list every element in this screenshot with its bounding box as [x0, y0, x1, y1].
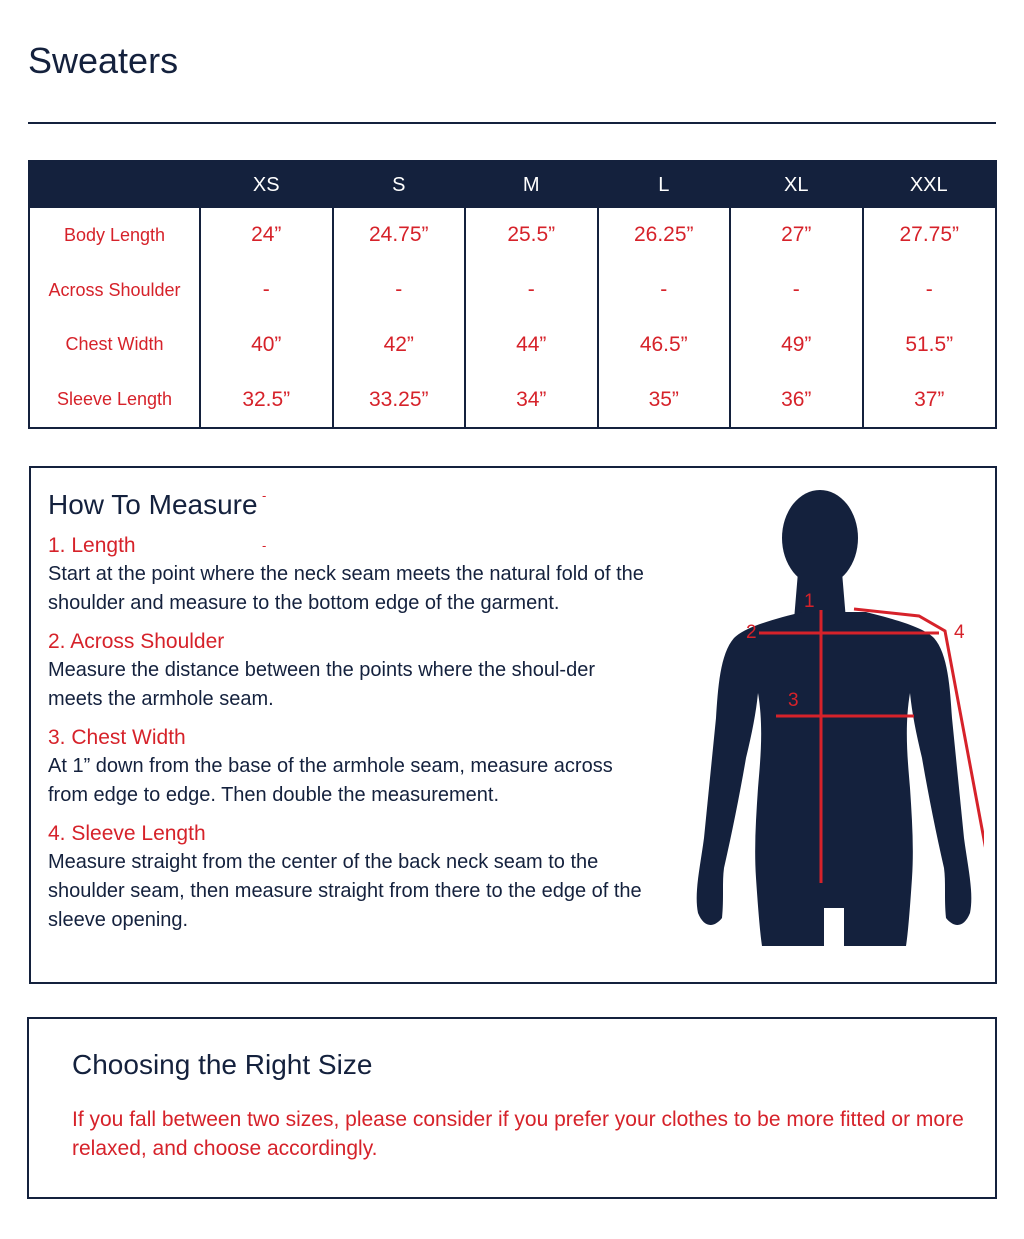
- body-measurement-figure: [694, 488, 984, 948]
- stray-dash-mark: -: [262, 488, 267, 503]
- step-title: 2. Across Shoulder: [48, 630, 225, 653]
- label-4: 4: [954, 622, 965, 643]
- size-header-xl: XL: [730, 162, 863, 208]
- table-cell: 25.5”: [465, 208, 598, 263]
- table-cell: 24.75”: [333, 208, 466, 263]
- table-cell: 51.5”: [863, 318, 996, 373]
- measure-step-across-shoulder: [48, 627, 648, 714]
- choosing-size-panel: [27, 1017, 997, 1199]
- choosing-size-heading: Choosing the Right Size: [72, 1049, 373, 1080]
- table-row: [30, 318, 995, 373]
- measure-step-sleeve-length: [48, 819, 648, 935]
- row-label-sleeve-length: Sleeve Length: [56, 389, 173, 410]
- label-1: 1: [804, 591, 815, 612]
- torso-silhouette-illustration: [694, 488, 984, 948]
- stray-dash-mark: -: [262, 538, 267, 553]
- table-cell: 36”: [730, 372, 863, 427]
- title-divider: [28, 122, 996, 124]
- size-header-l: L: [598, 162, 731, 208]
- step-title: 4. Sleeve Length: [48, 822, 206, 845]
- how-to-measure-heading: How To Measure: [48, 489, 258, 520]
- table-cell: 37”: [863, 372, 996, 427]
- table-cell: 24”: [200, 208, 333, 263]
- row-label-across-shoulder: Across Shoulder: [48, 279, 181, 300]
- size-header-row: [30, 162, 995, 208]
- measure-step-chest-width: [48, 723, 648, 810]
- size-chart-table: [28, 160, 997, 429]
- torso-silhouette: [697, 490, 972, 946]
- table-row: [30, 372, 995, 427]
- size-header-m: M: [465, 162, 598, 208]
- step-title: 3. Chest Width: [48, 726, 186, 749]
- table-cell: 33.25”: [333, 372, 466, 427]
- step-text: Measure straight from the center of the back neck seam to the shoulder seam, then measure straight from there to the edge of the sleeve opening.: [48, 851, 642, 931]
- table-cell: -: [200, 263, 333, 318]
- table-cell: 26.25”: [598, 208, 731, 263]
- table-cell: 35”: [598, 372, 731, 427]
- table-cell: 44”: [465, 318, 598, 373]
- table-row: [30, 208, 995, 263]
- table-cell: 34”: [465, 372, 598, 427]
- row-label-chest-width: Chest Width: [65, 334, 164, 355]
- step-text: Measure the distance between the points where the shoul-der meets the armhole seam.: [48, 659, 596, 710]
- row-label-body-length: Body Length: [63, 224, 166, 245]
- choosing-size-text: If you fall between two sizes, please consider if you prefer your clothes to be more fitted or more relaxed, and choose accordingly.: [72, 1108, 964, 1160]
- table-cell: -: [730, 263, 863, 318]
- table-cell: -: [863, 263, 996, 318]
- table-row: [30, 263, 995, 318]
- table-cell: 49”: [730, 318, 863, 373]
- table-cell: 40”: [200, 318, 333, 373]
- label-2: 2: [746, 622, 757, 643]
- table-cell: -: [333, 263, 466, 318]
- page-title: Sweaters: [28, 40, 179, 81]
- table-cell: 32.5”: [200, 372, 333, 427]
- step-title: 1. Length: [48, 534, 136, 557]
- table-cell: 42”: [333, 318, 466, 373]
- table-cell: 27.75”: [863, 208, 996, 263]
- size-header-blank: [30, 162, 200, 208]
- table-cell: 46.5”: [598, 318, 731, 373]
- measure-step-length: [48, 531, 648, 618]
- label-3: 3: [788, 690, 799, 711]
- how-to-measure-panel: [29, 466, 997, 984]
- table-cell: -: [598, 263, 731, 318]
- size-header-s: S: [333, 162, 466, 208]
- size-header-xs: XS: [200, 162, 333, 208]
- size-header-xxl: XXL: [863, 162, 996, 208]
- table-cell: -: [465, 263, 598, 318]
- step-text: Start at the point where the neck seam meets the natural fold of the shoulder and measure to the bottom edge of the garment.: [48, 563, 644, 614]
- step-text: At 1” down from the base of the armhole seam, measure across from edge to edge. Then double the measurement.: [48, 755, 613, 806]
- measure-steps-list: [48, 531, 648, 944]
- table-cell: 27”: [730, 208, 863, 263]
